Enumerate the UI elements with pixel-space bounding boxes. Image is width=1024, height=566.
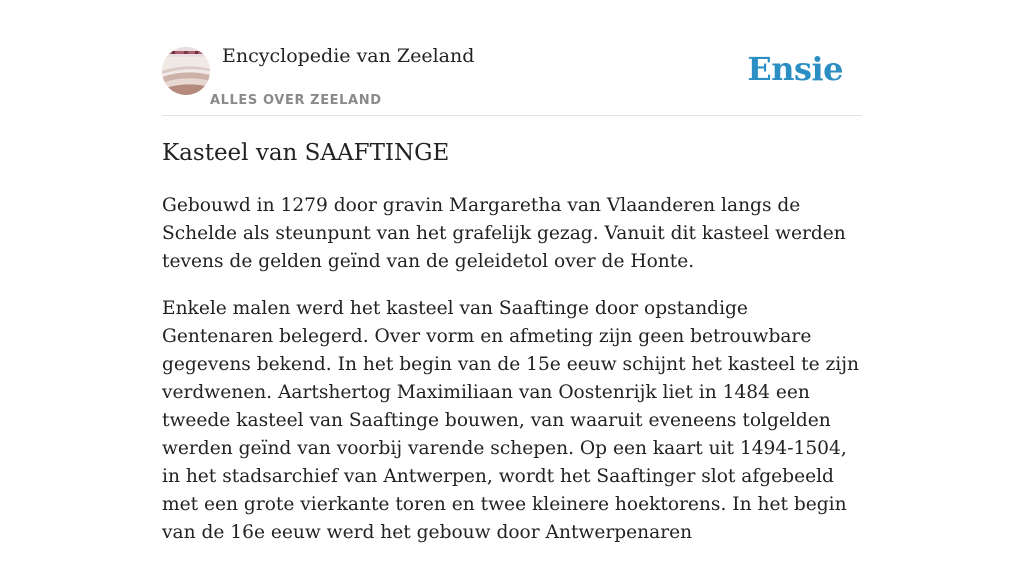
article-paragraph: Enkele malen werd het kasteel van Saaftinge door opstandige Gentenaren belegerd. Over vorm en afmeting zijn geen betrouwbare gegevens bekend. In het begin van de 15e eeuw schijnt het kasteel te zijn verdwenen. Aartshertog Maximiliaan van Oostenrijk liet in 1484 een tweede kasteel van Saaftinge bouwen, van waaruit eveneens tolgelden werden geïnd van voorbij varende schepen. Op een kaart uit 1494-1504, in het stadsarchief van Antwerpen, wordt het Saaftinger slot afgebeeld met een grote vierkante toren en twee kleinere hoektorens. In het begin van de 16e eeuw werd het gebouw door Antwerpenaren bbox=[162, 298, 859, 543]
site-logo-avatar[interactable] bbox=[162, 47, 210, 95]
site-header bbox=[162, 0, 862, 116]
article-title: Kasteel van SAAFTINGE bbox=[162, 140, 450, 166]
book-photo-icon bbox=[162, 47, 210, 95]
site-name[interactable]: Encyclopedie van Zeeland bbox=[222, 45, 475, 67]
article-paragraph: Gebouwd in 1279 door gravin Margaretha van Vlaanderen langs de Schelde als steunpunt van het grafelijk gezag. Vanuit dit kasteel werden tevens de gelden geïnd van de geleidetol over de Honte. bbox=[162, 195, 846, 272]
page-container bbox=[162, 0, 862, 543]
article-body bbox=[162, 192, 862, 566]
ensie-logo[interactable]: Ensie bbox=[747, 50, 843, 88]
site-tagline: ALLES OVER ZEELAND bbox=[210, 93, 382, 108]
